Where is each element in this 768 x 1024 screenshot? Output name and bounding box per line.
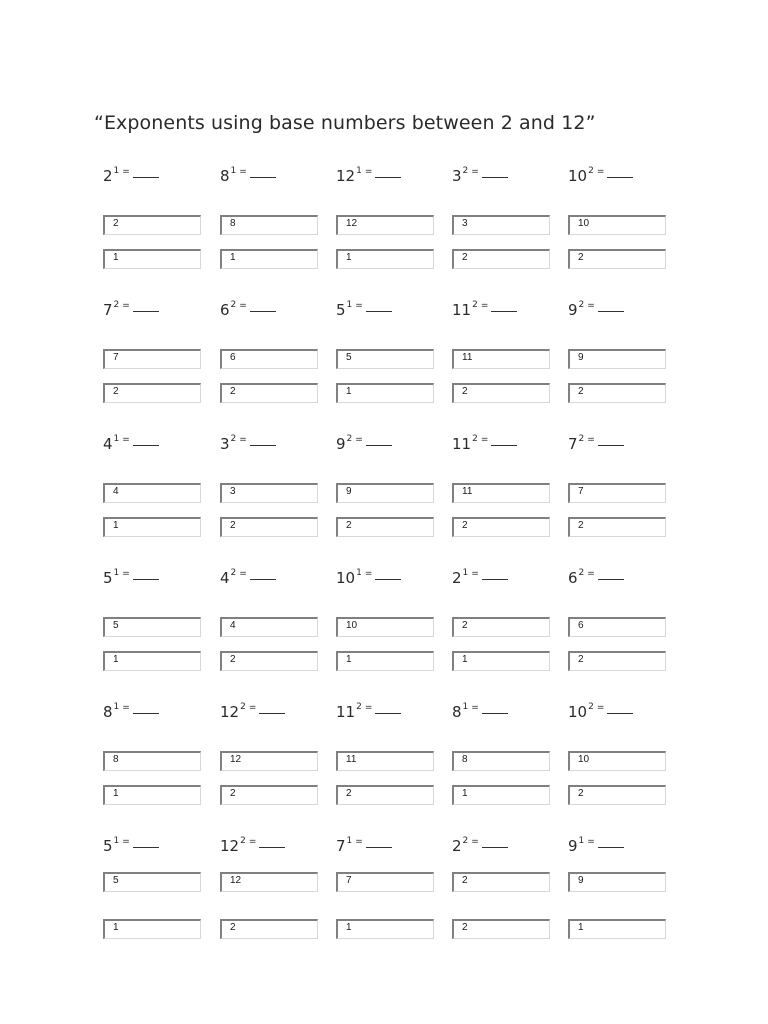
base-number: 3	[220, 435, 230, 453]
exponent-problem	[452, 701, 564, 811]
exponent-problem	[103, 567, 215, 677]
answer-blank-line	[250, 311, 276, 312]
equals-sign: =	[122, 167, 130, 177]
exponent-problem	[103, 701, 215, 811]
base-input-field[interactable]: 9	[336, 483, 434, 503]
exponent-input-field[interactable]: 2	[568, 249, 666, 269]
exponent-problem	[103, 835, 215, 945]
base-number: 11	[452, 301, 472, 319]
exponent-problem	[568, 835, 680, 945]
equals-sign: =	[239, 435, 247, 445]
base-input-field[interactable]: 11	[336, 751, 434, 771]
exponent-input-field[interactable]: 2	[452, 383, 550, 403]
answer-blank-line	[133, 177, 159, 178]
answer-blank-line	[133, 311, 159, 312]
exponent-problem	[336, 165, 448, 275]
base-number: 9	[568, 301, 578, 319]
base-number: 6	[220, 301, 230, 319]
base-input-field[interactable]: 5	[103, 872, 201, 892]
base-number: 12	[336, 167, 356, 185]
base-input-field[interactable]: 12	[220, 872, 318, 892]
exponent-number: 2	[588, 702, 594, 712]
base-number: 7	[568, 435, 578, 453]
answer-blank-line	[375, 177, 401, 178]
exponent-expression	[220, 835, 285, 857]
base-input-field[interactable]: 6	[568, 617, 666, 637]
exponent-expression	[568, 299, 624, 321]
base-input-field[interactable]: 4	[103, 483, 201, 503]
exponent-input-field[interactable]: 1	[103, 249, 201, 269]
exponent-problem	[220, 165, 332, 275]
exponent-number: 1	[113, 434, 120, 444]
exponent-expression	[336, 567, 401, 589]
equals-sign: =	[596, 167, 605, 177]
exponent-input-field[interactable]: 2	[220, 785, 318, 805]
base-number: 5	[103, 837, 113, 855]
base-number: 10	[336, 569, 356, 587]
base-input-field[interactable]: 9	[568, 872, 666, 892]
base-input-field[interactable]: 3	[220, 483, 318, 503]
base-number: 9	[568, 837, 578, 855]
exponent-input-field[interactable]: 2	[220, 651, 318, 671]
exponent-expression	[568, 165, 633, 187]
exponent-input-field[interactable]: 2	[452, 249, 550, 269]
exponent-problem	[568, 701, 680, 811]
equals-sign: =	[239, 167, 247, 177]
equals-sign: =	[122, 569, 130, 579]
base-number: 12	[220, 703, 240, 721]
exponent-expression	[336, 299, 392, 321]
base-number: 7	[103, 301, 113, 319]
base-input-field[interactable]: 7	[568, 483, 666, 503]
exponent-expression	[103, 567, 159, 589]
exponent-problem	[452, 299, 564, 409]
equals-sign: =	[239, 301, 247, 311]
answer-blank-line	[366, 847, 392, 848]
answer-blank-line	[491, 311, 517, 312]
exponent-expression	[103, 701, 159, 723]
exponent-number: 1	[346, 300, 353, 310]
exponent-problem	[220, 299, 332, 409]
exponent-expression	[336, 433, 392, 455]
equals-sign: =	[471, 837, 479, 847]
answer-blank-line	[133, 713, 159, 714]
exponent-expression	[452, 835, 508, 857]
equals-sign: =	[364, 569, 373, 579]
base-number: 4	[103, 435, 113, 453]
base-number: 8	[220, 167, 230, 185]
exponent-number: 1	[113, 166, 120, 176]
base-input-field[interactable]: 2	[452, 872, 550, 892]
answer-blank-line	[133, 579, 159, 580]
answer-blank-line	[250, 579, 276, 580]
answer-blank-line	[133, 445, 159, 446]
base-number: 5	[103, 569, 113, 587]
page-title: “Exponents using base numbers between 2 and 12”	[94, 112, 596, 134]
exponent-number: 2	[346, 434, 353, 444]
exponent-input-field[interactable]: 1	[103, 919, 201, 939]
answer-blank-line	[250, 177, 276, 178]
exponent-input-field[interactable]: 2	[220, 919, 318, 939]
exponent-number: 1	[356, 166, 362, 176]
base-number: 4	[220, 569, 230, 587]
base-number: 10	[568, 703, 588, 721]
answer-blank-line	[259, 713, 285, 714]
base-input-field[interactable]: 2	[103, 215, 201, 235]
exponent-input-field[interactable]: 1	[452, 785, 550, 805]
answer-blank-line	[607, 177, 633, 178]
exponent-input-field[interactable]: 2	[568, 383, 666, 403]
exponent-problem	[568, 433, 680, 543]
exponent-problem	[452, 567, 564, 677]
exponent-input-field[interactable]: 1	[103, 651, 201, 671]
exponent-expression	[220, 433, 276, 455]
exponent-number: 2	[578, 568, 585, 578]
equals-sign: =	[587, 837, 595, 847]
answer-blank-line	[482, 579, 508, 580]
exponent-expression	[452, 433, 517, 455]
exponent-number: 2	[230, 300, 237, 310]
equals-sign: =	[122, 837, 130, 847]
equals-sign: =	[480, 301, 489, 311]
base-input-field[interactable]: 12	[336, 215, 434, 235]
exponent-expression	[336, 835, 392, 857]
exponent-problem	[568, 299, 680, 409]
exponent-input-field[interactable]: 2	[220, 383, 318, 403]
answer-blank-line	[375, 713, 401, 714]
equals-sign: =	[364, 703, 373, 713]
exponent-input-field[interactable]: 2	[568, 517, 666, 537]
base-input-field[interactable]: 10	[568, 215, 666, 235]
equals-sign: =	[122, 435, 130, 445]
exponent-input-field[interactable]: 2	[452, 919, 550, 939]
exponent-number: 1	[578, 836, 585, 846]
exponent-expression	[220, 299, 276, 321]
exponent-expression	[220, 165, 276, 187]
base-input-field[interactable]: 8	[103, 751, 201, 771]
equals-sign: =	[248, 703, 257, 713]
exponent-problem	[103, 299, 215, 409]
equals-sign: =	[364, 167, 373, 177]
equals-sign: =	[355, 301, 363, 311]
exponent-input-field[interactable]: 1	[336, 919, 434, 939]
base-input-field[interactable]: 11	[452, 349, 550, 369]
exponent-number: 1	[230, 166, 237, 176]
exponent-problem	[103, 165, 215, 275]
exponent-problem	[568, 165, 680, 275]
exponent-expression	[568, 835, 624, 857]
base-number: 3	[452, 167, 462, 185]
exponent-problem	[452, 433, 564, 543]
exponent-problem	[452, 835, 564, 945]
equals-sign: =	[122, 301, 130, 311]
exponent-number: 2	[462, 836, 469, 846]
base-number: 5	[336, 301, 346, 319]
exponent-expression	[336, 165, 401, 187]
exponent-number: 2	[230, 568, 237, 578]
equals-sign: =	[480, 435, 489, 445]
exponent-number: 1	[462, 702, 469, 712]
exponent-problem	[336, 835, 448, 945]
exponent-expression	[452, 567, 508, 589]
base-input-field[interactable]: 9	[568, 349, 666, 369]
equals-sign: =	[355, 435, 363, 445]
base-input-field[interactable]: 7	[336, 872, 434, 892]
exponent-expression	[103, 299, 159, 321]
exponent-number: 2	[230, 434, 237, 444]
exponent-input-field[interactable]: 1	[220, 249, 318, 269]
exponent-expression	[568, 433, 624, 455]
exponent-number: 2	[356, 702, 362, 712]
exponent-input-field[interactable]: 1	[336, 651, 434, 671]
base-number: 2	[452, 837, 462, 855]
exponent-number: 1	[462, 568, 469, 578]
base-input-field[interactable]: 12	[220, 751, 318, 771]
exponent-input-field[interactable]: 1	[103, 785, 201, 805]
equals-sign: =	[596, 703, 605, 713]
base-number: 8	[103, 703, 113, 721]
exponent-problem	[336, 299, 448, 409]
answer-blank-line	[482, 847, 508, 848]
base-number: 10	[568, 167, 588, 185]
base-input-field[interactable]: 7	[103, 349, 201, 369]
exponent-input-field[interactable]: 2	[103, 383, 201, 403]
exponent-input-field[interactable]: 2	[336, 517, 434, 537]
exponent-expression	[220, 701, 285, 723]
exponent-problem	[103, 433, 215, 543]
base-number: 7	[336, 837, 346, 855]
equals-sign: =	[471, 569, 479, 579]
equals-sign: =	[239, 569, 247, 579]
exponent-number: 1	[113, 836, 120, 846]
exponent-problem	[336, 701, 448, 811]
answer-blank-line	[366, 445, 392, 446]
exponent-problem	[452, 165, 564, 275]
answer-blank-line	[598, 579, 624, 580]
exponent-expression	[568, 701, 633, 723]
exponent-input-field[interactable]: 2	[220, 517, 318, 537]
exponent-problem	[220, 835, 332, 945]
base-number: 9	[336, 435, 346, 453]
base-input-field[interactable]: 8	[220, 215, 318, 235]
answer-blank-line	[133, 847, 159, 848]
exponent-problem	[220, 567, 332, 677]
exponent-input-field[interactable]: 2	[336, 785, 434, 805]
base-number: 11	[452, 435, 472, 453]
exponent-number: 2	[240, 702, 246, 712]
answer-blank-line	[259, 847, 285, 848]
exponent-number: 2	[472, 300, 478, 310]
exponent-problem	[336, 433, 448, 543]
exponent-number: 1	[113, 702, 120, 712]
base-number: 6	[568, 569, 578, 587]
exponent-problem	[220, 701, 332, 811]
exponent-number: 2	[240, 836, 246, 846]
exponent-input-field[interactable]: 1	[336, 249, 434, 269]
answer-blank-line	[366, 311, 392, 312]
answer-blank-line	[598, 847, 624, 848]
exponent-expression	[103, 433, 159, 455]
exponent-expression	[452, 165, 508, 187]
exponent-number: 2	[588, 166, 594, 176]
exponent-input-field[interactable]: 1	[103, 517, 201, 537]
base-number: 2	[103, 167, 113, 185]
base-number: 2	[452, 569, 462, 587]
exponent-input-field[interactable]: 1	[336, 383, 434, 403]
answer-blank-line	[375, 579, 401, 580]
exponent-input-field[interactable]: 1	[452, 651, 550, 671]
equals-sign: =	[122, 703, 130, 713]
exponent-input-field[interactable]: 2	[568, 785, 666, 805]
equals-sign: =	[355, 837, 363, 847]
base-input-field[interactable]: 10	[336, 617, 434, 637]
answer-blank-line	[598, 445, 624, 446]
base-input-field[interactable]: 3	[452, 215, 550, 235]
exponent-expression	[220, 567, 276, 589]
exponent-number: 2	[472, 434, 478, 444]
answer-blank-line	[598, 311, 624, 312]
exponent-expression	[452, 701, 508, 723]
exponent-number: 2	[578, 434, 585, 444]
equals-sign: =	[587, 301, 595, 311]
exponent-number: 2	[113, 300, 120, 310]
base-input-field[interactable]: 8	[452, 751, 550, 771]
answer-blank-line	[491, 445, 517, 446]
exponent-number: 2	[578, 300, 585, 310]
exponent-problem	[568, 567, 680, 677]
exponent-number: 1	[346, 836, 353, 846]
base-number: 11	[336, 703, 356, 721]
base-input-field[interactable]: 4	[220, 617, 318, 637]
exponent-number: 1	[113, 568, 120, 578]
equals-sign: =	[587, 569, 595, 579]
exponent-input-field[interactable]: 1	[568, 919, 666, 939]
base-input-field[interactable]: 10	[568, 751, 666, 771]
equals-sign: =	[471, 167, 479, 177]
equals-sign: =	[248, 837, 257, 847]
exponent-number: 1	[356, 568, 362, 578]
exponent-input-field[interactable]: 2	[568, 651, 666, 671]
equals-sign: =	[471, 703, 479, 713]
exponent-expression	[336, 701, 401, 723]
exponent-expression	[452, 299, 517, 321]
base-input-field[interactable]: 5	[336, 349, 434, 369]
base-number: 12	[220, 837, 240, 855]
exponent-input-field[interactable]: 2	[452, 517, 550, 537]
base-input-field[interactable]: 2	[452, 617, 550, 637]
exponent-number: 2	[462, 166, 469, 176]
answer-blank-line	[482, 713, 508, 714]
base-number: 8	[452, 703, 462, 721]
exponent-expression	[568, 567, 624, 589]
answer-blank-line	[482, 177, 508, 178]
base-input-field[interactable]: 11	[452, 483, 550, 503]
exponent-expression	[103, 835, 159, 857]
answer-blank-line	[607, 713, 633, 714]
base-input-field[interactable]: 5	[103, 617, 201, 637]
exponent-expression	[103, 165, 159, 187]
base-input-field[interactable]: 6	[220, 349, 318, 369]
equals-sign: =	[587, 435, 595, 445]
exponent-problem	[336, 567, 448, 677]
answer-blank-line	[250, 445, 276, 446]
exponent-problem	[220, 433, 332, 543]
